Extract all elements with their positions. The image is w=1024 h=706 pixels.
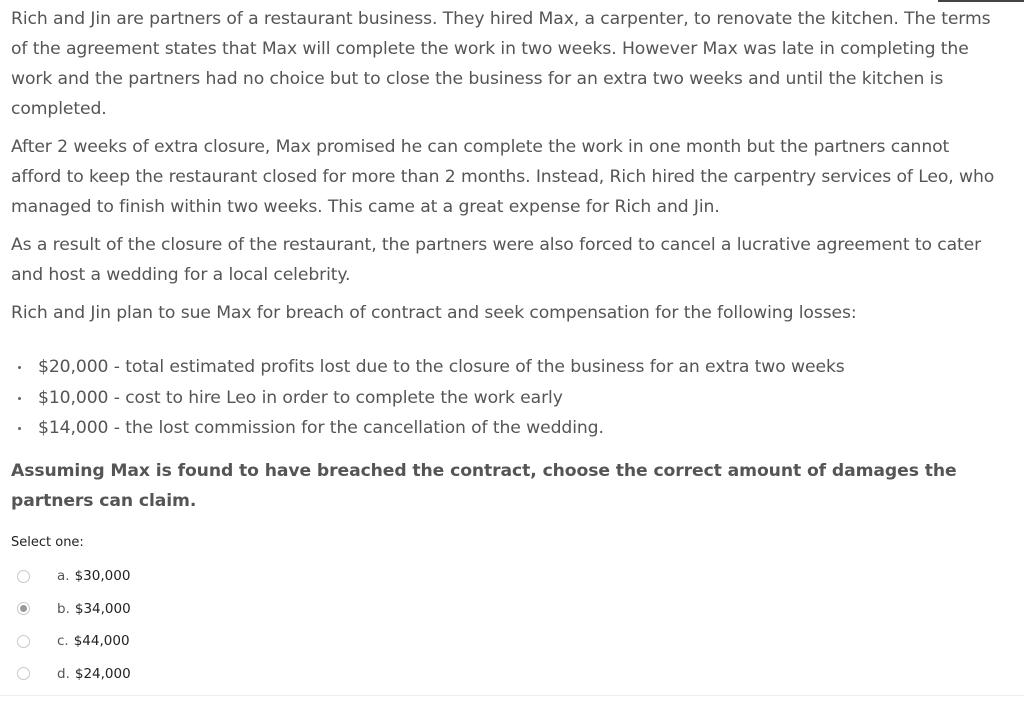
losses-list <box>11 352 1001 444</box>
radio-button-d[interactable] <box>17 667 30 680</box>
select-one-label: Select one: <box>11 535 84 550</box>
option-letter: d. <box>57 665 70 682</box>
option-letter: a. <box>57 568 70 585</box>
question-paragraph-1: Rich and Jin are partners of a restaurant business. They hired Max, a carpenter, to renovate the kitchen. The terms of the agreement states that Max will complete the work in two weeks. However Max was late in completing the work and the partners had no choice but to close the business for an extra two weeks and until the kitchen is completed. <box>11 9 991 119</box>
answer-block <box>11 534 131 690</box>
option-value: $34,000 <box>74 600 131 617</box>
bottom-divider <box>0 695 1024 696</box>
radio-button-a[interactable] <box>17 570 30 583</box>
loss-item: $20,000 - total estimated profits lost due to the closure of the business for an extra two weeks <box>11 352 1001 383</box>
option-value: $30,000 <box>74 568 131 585</box>
option-letter: c. <box>57 633 69 650</box>
question-prompt: Assuming Max is found to have breached the contract, choose the correct amount of damages the partners can claim. <box>11 460 957 511</box>
loss-item: $10,000 - cost to hire Leo in order to complete the work early <box>11 383 1001 414</box>
radio-button-c[interactable] <box>17 635 30 648</box>
loss-item: $14,000 - the lost commission for the cancellation of the wedding. <box>11 413 1001 444</box>
option-value: $44,000 <box>73 633 130 650</box>
option-letter: b. <box>57 600 70 617</box>
option-value: $24,000 <box>74 665 131 682</box>
question-text <box>11 4 1001 516</box>
top-border-line <box>938 0 1024 2</box>
question-paragraph-3: As a result of the closure of the restaurant, the partners were also forced to cancel a lucrative agreement to cater and host a wedding for a local celebrity. <box>11 235 982 285</box>
radio-button-b[interactable] <box>17 602 30 615</box>
answer-option-b[interactable] <box>11 593 131 626</box>
answer-option-a[interactable] <box>11 560 131 593</box>
answer-option-d[interactable] <box>11 658 131 691</box>
question-paragraph-2: After 2 weeks of extra closure, Max promised he can complete the work in one month but the partners cannot afford to keep the restaurant closed for more than 2 months. Instead, Rich hired the carpentry services of Leo, who managed to finish within two weeks. This came at a great expense for Rich and Jin. <box>11 137 995 217</box>
answer-option-c[interactable] <box>11 625 131 658</box>
question-paragraph-4: Rich and Jin plan to sue Max for breach of contract and seek compensation for the following losses: <box>11 303 857 323</box>
